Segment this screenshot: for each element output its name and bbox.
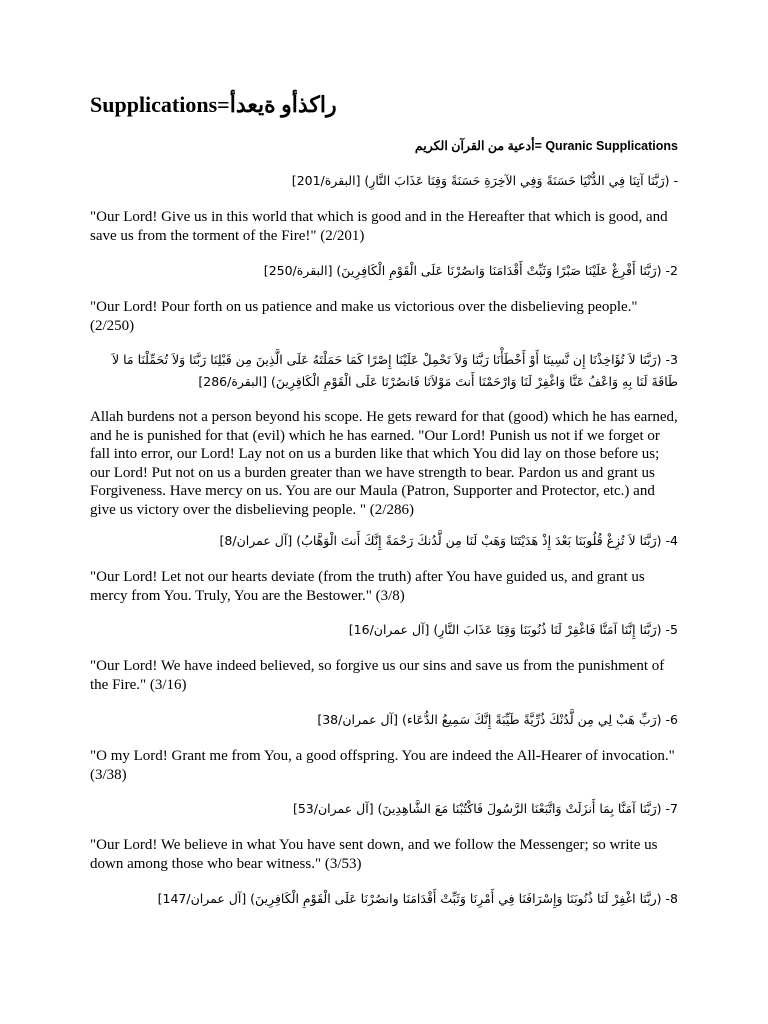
- translation-2: "Our Lord! Pour forth on us patience and make us victorious over the disbelieving people." (2/250): [90, 299, 638, 334]
- translation-7: "Our Lord! We believe in what You have sent down, and we follow the Messenger; so write us down among those who bear witness." (3/53): [90, 837, 658, 872]
- translation-4: "Our Lord! Let not our hearts deviate (from the truth) after You have guided us, and grant us mercy from You. Truly, You are the Bestower." (3/8): [90, 569, 645, 604]
- arabic-verse-4: 4- (رَبَّنَا لاَ تُزِغْ قُلُوبَنَا بَعْدَ إِذْ هَدَيْتَنَا وَهَبْ لَنَا مِن لَّدُنكَ رَحْمَةً إِنَّكَ أَنتَ الْوَهَّابُ) [آل عمران/8]: [219, 533, 678, 548]
- section-subheading: أدعية من القرآن الكريم= Quranic Supplications: [414, 139, 678, 153]
- arabic-verse-8: 8- (ربَّنَا اغْفِرْ لَنَا ذُنُوبَنَا وَإِسْرَافَنَا فِي أَمْرِنَا وَثَبِّتْ أَقْدَامَنَا وانصُرْنَا عَلَى الْقَوْمِ الْكَافِرِينَ) [آل عمران/147]: [157, 891, 678, 906]
- translation-6: "O my Lord! Grant me from You, a good offspring. You are indeed the All-Hearer of invocation." (3/38): [90, 748, 675, 783]
- arabic-verse-6: 6- (رَبِّ هَبْ لِي مِن لَّدُنْكَ ذُرِّيَّةً طَيِّبَةً إِنَّكَ سَمِيعُ الدُّعَاء) [آل عمران/38]: [317, 712, 678, 727]
- translation-3: Allah burdens not a person beyond his scope. He gets reward for that (good) which he has earned, and he is punished for that (evil) which he has earned. "Our Lord! Punish us not if we forget or fall into error, our Lord! Lay not on us a burden like that which You did lay on those before us; our Lord! Put not on us a burden greater than we have strength to bear. Pardon us and grant us Forgiveness. Have mercy on us. You are our Maula (Patron, Supporter and Protector, etc.) and give us victory over the disbelieving people. " (2/286): [90, 409, 678, 518]
- arabic-verse-5: 5- (رَبَّنَا إِنَّنَا آمَنَّا فَاغْفِرْ لَنَا ذُنُوبَنَا وَقِنَا عَذَابَ النَّارِ) [آل عمران/16]: [348, 622, 678, 637]
- arabic-verse-1: - (رَبَّنَا آتِنَا فِي الدُّنْيَا حَسَنَةً وَفِي الآخِرَةِ حَسَنَةً وَقِنَا عَذَابَ النَّارِ) [البقرة/201]: [291, 173, 678, 188]
- arabic-verse-3: 3- (رَبَّنَا لاَ تُؤَاخِذْنَا إِن نَّسِينَا أَوْ أَخْطَأْنَا رَبَّنَا وَلاَ تَحْمِلْ عَلَيْنَا إِصْرًا كَمَا حَمَلْتَهُ عَلَى الَّذِينَ مِن قَبْلِنَا رَبَّنَا وَلاَ تُحَمِّلْنَا مَا لاَ طَاقَةَ لَنَا بِهِ وَاعْفُ عَنَّا وَاغْفِرْ لَنَا وَارْحَمْنَا أَنتَ مَوْلاَنَا فَانصُرْنَا عَلَى الْقَوْمِ الْكَافِرِينَ) [البقرة/286]: [111, 352, 678, 389]
- document-title: Supplications=راكذأو ةيعدأ: [90, 92, 337, 117]
- arabic-verse-2: 2- (رَبَّنَا أَفْرِغْ عَلَيْنَا صَبْرًا وَثَبِّتْ أَقْدَامَنَا وَانصُرْنَا عَلَى الْقَوْمِ الْكَافِرِينَ) [البقرة/250]: [263, 263, 678, 278]
- translation-5: "Our Lord! We have indeed believed, so forgive us our sins and save us from the punishment of the Fire." (3/16): [90, 658, 665, 693]
- translation-1: "Our Lord! Give us in this world that which is good and in the Hereafter that which is good, and save us from the torment of the Fire!" (2/201): [90, 209, 668, 244]
- arabic-verse-7: 7- (رَبَّنَا آمَنَّا بِمَا أَنزَلَتْ وَاتَّبَعْنَا الرَّسُولَ فَاكْتُبْنَا مَعَ الشَّاهِدِينَ) [آل عمران/53]: [292, 801, 678, 816]
